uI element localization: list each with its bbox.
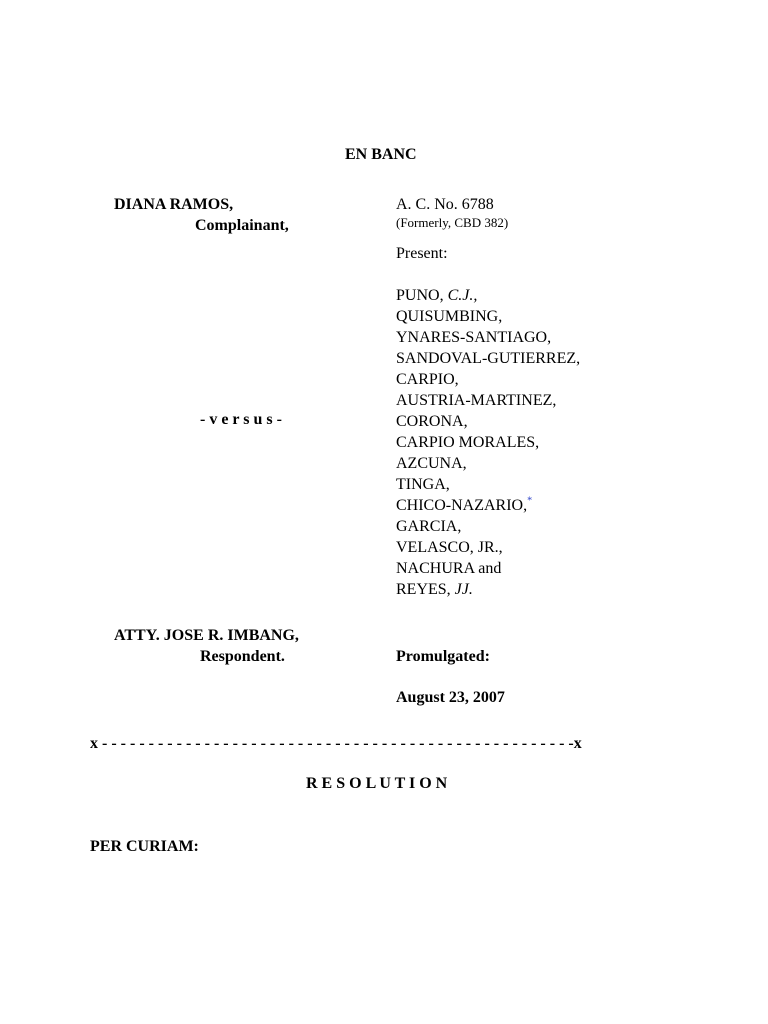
case-number: A. C. No. 6788 (396, 196, 494, 213)
respondent-role: Respondent. (200, 648, 285, 665)
versus-label: - v e r s u s - (200, 411, 282, 428)
justice-entry: NACHURA and (396, 560, 502, 577)
justice-entry: YNARES-SANTIAGO, (396, 329, 552, 346)
case-formerly: (Formerly, CBD 382) (396, 215, 509, 230)
justice-entry: AUSTRIA-MARTINEZ, (396, 392, 557, 409)
complainant-role: Complainant, (195, 217, 289, 234)
justice-entry: CHICO-NAZARIO,* (396, 495, 533, 514)
footnote-link[interactable]: * (527, 495, 533, 507)
justice-entry: CARPIO MORALES, (396, 434, 540, 451)
justice-entry: CORONA, (396, 413, 468, 430)
division-heading: EN BANC (345, 146, 417, 163)
resolution-heading: R E S O L U T I O N (306, 775, 448, 792)
present-label: Present: (396, 245, 448, 262)
complainant-name: DIANA RAMOS, (114, 196, 234, 213)
justice-entry: QUISUMBING, (396, 308, 503, 325)
justice-entry: SANDOVAL-GUTIERREZ, (396, 350, 581, 367)
justice-entry: VELASCO, JR., (396, 539, 503, 556)
justice-entry: AZCUNA, (396, 455, 467, 472)
justice-entry: REYES, JJ. (396, 581, 473, 598)
section-divider: x - - - - - - - - - - - - - - - - - - - - - - - - - - - - - - - - - - - - - - - - - - - - - - - - - - -x (90, 735, 582, 752)
respondent-name: ATTY. JOSE R. IMBANG, (114, 627, 299, 644)
promulgated-date: August 23, 2007 (396, 689, 505, 706)
justice-entry: PUNO, C.J., (396, 287, 478, 304)
per-curiam-label: PER CURIAM: (90, 838, 199, 855)
promulgated-label: Promulgated: (396, 648, 490, 665)
justices-list (396, 285, 580, 600)
justice-entry: CARPIO, (396, 371, 459, 388)
justice-entry: TINGA, (396, 476, 450, 493)
justice-entry: GARCIA, (396, 518, 462, 535)
